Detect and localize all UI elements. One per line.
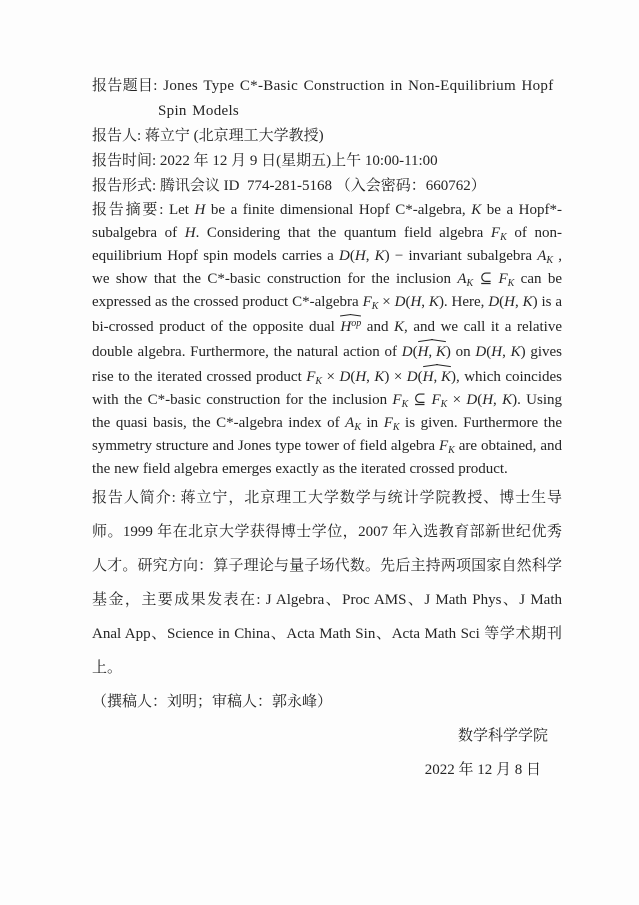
- report-time-label: 报告时间:: [92, 153, 157, 169]
- report-abstract-body: Let H be a finite dimensional Hopf C*-algebra, K be a Hopf*-subalgebra of H. Considering that the quantum field algebra $F_K$ of non-equilibrium Hopf spin models carries a D(H, K) − invariant subalgebra $A_K$ , we show that the C*-basic construction for the inclusion $A_K$ ⊆ $F_K$ can be expressed as the crossed product C*-algebra $F_K \times D(H$, K). Here, D(H, K) is a bi-crossed product of the opposite dual $H^{op}$ and K, and we call it a relative double algebra. Furthermore, the natural action of D(H, K) on D(H, K) gives rise to the iterated crossed product $F_K \times D(H$, K) × D(H, K), which coincides with the C*-basic construction for the inclusion $F_K$ ⊆ $F_K \times D(H$, K). Using the quasi basis, the C*-algebra index of $A_K$ in $F_K$ is given. Furthermore the symmetry structure and Jones type tower of field algebra $F_K$ are obtained, and the new field algebra emerges exactly as the iterated crossed product.: [92, 202, 563, 477]
- report-abstract: [92, 199, 562, 481]
- report-format: [92, 174, 562, 199]
- report-speaker-value: 蒋立宁 (北京理工大学教授): [144, 128, 324, 144]
- signature-date: 2022 年 12 月 8 日: [424, 762, 541, 778]
- report-abstract-label: 报告摘要:: [92, 202, 164, 218]
- report-time: [92, 149, 562, 174]
- report-title-label: 报告题目:: [92, 78, 158, 94]
- speaker-bio-label: 报告人简介:: [92, 490, 176, 506]
- speaker-bio: [92, 481, 562, 685]
- report-title-line1: Jones Type C*-Basic Construction in Non-Equilibrium Hopf: [163, 78, 554, 94]
- report-title-line2: Spin Models: [158, 103, 240, 119]
- report-speaker-label: 报告人:: [92, 128, 142, 144]
- department-signature: 数学科学学院: [457, 728, 548, 744]
- speaker-bio-body: 蒋立宁，北京理工大学数学与统计学院教授、博士生导师。1999 年在北京大学获得博士学位，2007 年入选教育部新世纪优秀人才。研究方向：算子理论与量子场代数。先后主持两项国家自然科学基金，主要成果发表在: J Algebra、Proc AMS、J Math Phys、J Math Anal App、Science in China、Acta Math Sin、Acta Math Sci 等学术期刊上。: [92, 490, 562, 676]
- report-title: [92, 74, 562, 124]
- report-speaker: [92, 124, 562, 149]
- credits-line: （撰稿人：刘明；审稿人：郭永峰）: [92, 694, 333, 710]
- report-format-value: 腾讯会议 ID 774-281-5168 （入会密码：660762）: [159, 178, 486, 194]
- report-format-label: 报告形式:: [92, 178, 157, 194]
- report-time-value: 2022 年 12 月 9 日(星期五)上午 10:00-11:00: [159, 153, 438, 169]
